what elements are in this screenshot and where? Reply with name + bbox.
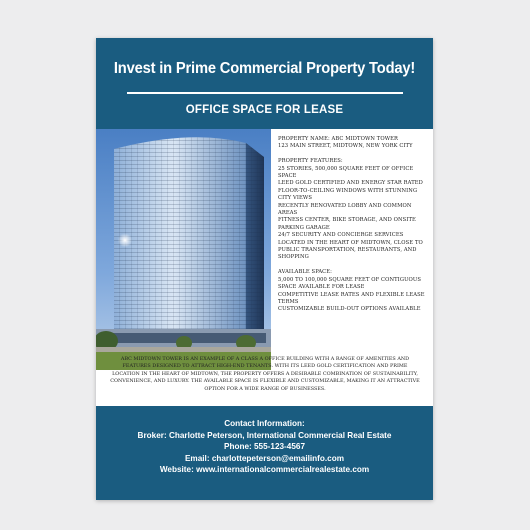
contact-heading: Contact Information: [224,419,305,428]
flyer-card [96,38,433,500]
contact-website: Website: www.internationalcommercialrealestate.com [159,465,370,475]
detail-line: FITNESS CENTER, BIKE STORAGE, AND ONSITE PARKING GARAGE [278,217,416,231]
property-details [278,136,429,314]
detail-line: LEED GOLD CERTIFIED AND ENERGY STAR RATED [278,180,423,187]
detail-line: FLOOR-TO-CEILING WINDOWS WITH STUNNING CITY VIEWS [278,187,418,202]
contact-block [96,418,433,476]
contact-email: Email: charlottepeterson@emailinfo.com [184,453,345,463]
contact-broker: Broker: Charlotte Peterson, International Commercial Real Estate [137,430,392,440]
headline: Invest in Prime Commercial Property Today! [113,60,416,77]
detail-line: COMPETITIVE LEASE RATES AND FLEXIBLE LEASE TERMS [278,291,425,305]
detail-spacer [278,262,429,269]
subheading: OFFICE SPACE FOR LEASE [185,104,344,116]
contact-phone: Phone: 555-123-4567 [223,442,305,452]
detail-line: 123 MAIN STREET, MIDTOWN, NEW YORK CITY [278,143,413,150]
detail-spacer [278,151,429,158]
detail-line: 24/7 SECURITY AND CONCIERGE SERVICES [278,232,404,239]
detail-line: 25 STORIES, 500,000 SQUARE FEET OF OFFICE SPACE [278,165,414,180]
building-photo [96,129,271,370]
detail-line: PROPERTY NAME: ABC MIDTOWN TOWER [278,136,399,142]
property-summary: ABC MIDTOWN TOWER IS AN EXAMPLE OF A CLASS A OFFICE BUILDING WITH A RANGE OF AMENITIES AND FEATURES DESIGNED TO ATTRACT HIGH-END TENANTS. WITH ITS LEED GOLD CERTIFICATION AND PRIME LOCATION IN THE HEART OF MIDTOWN, THE PROPERTY OFFERS A DESIRABLE COMBINATION OF SUSTAINABILITY, CONVENIENCE, AND LUXURY. THE AVAILABLE SPACE IS FLEXIBLE AND CUSTOMIZABLE, MAKING IT AN ATTRACTIVE OPTION FOR A WIDE RANGE OF BUSINESSES. [110,356,420,392]
detail-line: LOCATED IN THE HEART OF MIDTOWN, CLOSE TO PUBLIC TRANSPORTATION, RESTAURANTS, AND SHOPPING [278,239,423,261]
detail-line: CUSTOMIZABLE BUILD-OUT OPTIONS AVAILABLE [278,306,421,313]
detail-line: PROPERTY FEATURES: [278,158,343,165]
contact-band [96,406,433,500]
detail-line: 5,000 TO 100,000 SQUARE FEET OF CONTIGUOUS SPACE AVAILABLE FOR LEASE [278,276,422,291]
divider-rule [127,92,403,94]
detail-line: RECENTLY RENOVATED LOBBY AND COMMON AREAS [278,202,412,217]
detail-line: AVAILABLE SPACE: [278,269,332,276]
header-band [96,38,433,129]
